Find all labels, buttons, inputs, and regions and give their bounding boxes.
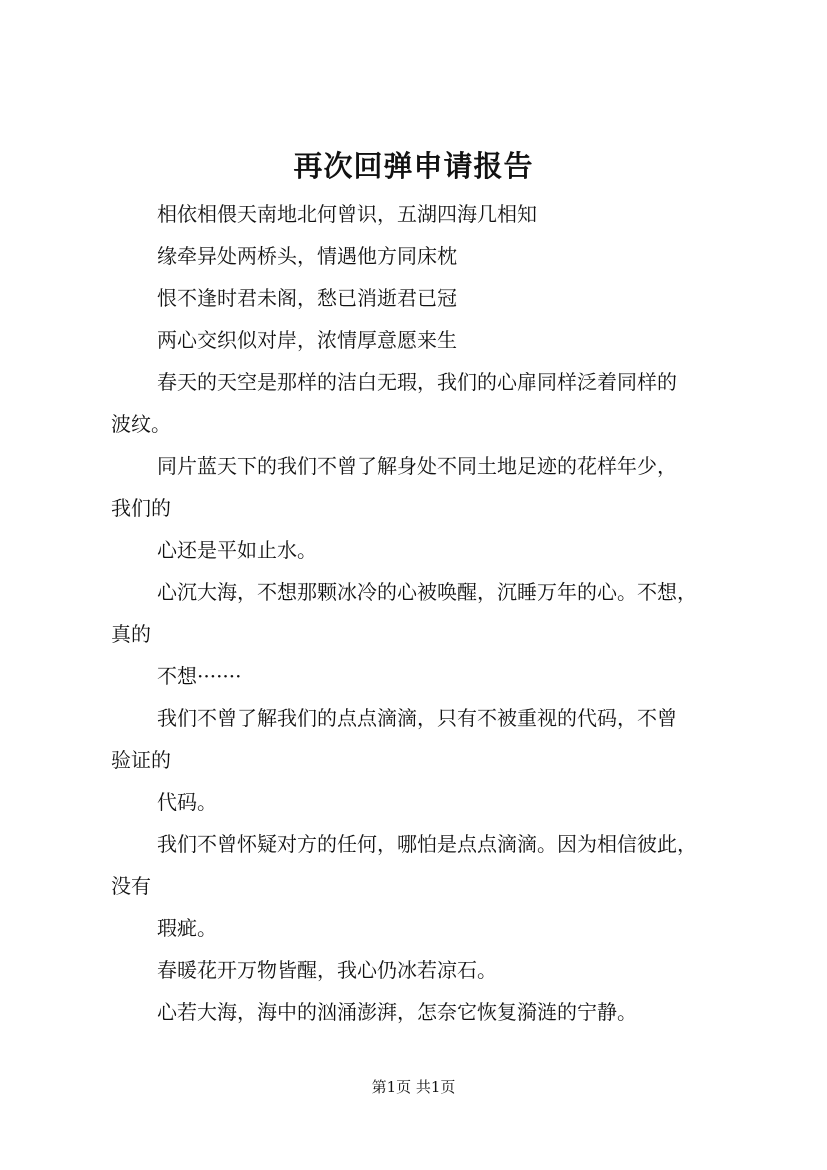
paragraph-8-line-2: 没有 [111,874,151,898]
paragraph-10-line-1: 春暖花开万物皆醒，我心仍冰若凉石。 [157,958,497,982]
paragraph-4-line-2: 真的 [111,622,151,646]
poem-line-4: 两心交织似对岸，浓情厚意愿来生 [157,328,457,352]
paragraph-1-line-1: 春天的天空是那样的洁白无瑕，我们的心扉同样泛着同样的 [157,370,677,394]
page-footer: 第1页 共1页 [371,1078,456,1096]
paragraph-5-line-1: 不想······· [157,664,242,688]
paragraph-1-line-2: 波纹。 [111,412,171,436]
poem-line-1: 相依相偎天南地北何曾识，五湖四海几相知 [157,202,537,226]
document-title: 再次回弹申请报告 [293,149,534,183]
poem-line-2: 缘牵异处两桥头，情遇他方同床枕 [157,244,457,268]
paragraph-6-line-2: 验证的 [111,748,171,772]
paragraph-3-line-1: 心还是平如止水。 [157,538,317,562]
paragraph-9-line-1: 瑕疵。 [157,916,217,940]
paragraph-2-line-1: 同片蓝天下的我们不曾了解身处不同土地足迹的花样年少， [157,454,677,478]
paragraph-6-line-1: 我们不曾了解我们的点点滴滴，只有不被重视的代码，不曾 [157,706,677,730]
paragraph-11-line-1: 心若大海，海中的汹涌澎湃，怎奈它恢复漪涟的宁静。 [157,1000,637,1024]
poem-line-3: 恨不逢时君未阁，愁已消逝君已冠 [157,286,457,310]
paragraph-4-line-1: 心沉大海，不想那颗冰冷的心被唤醒，沉睡万年的心。不想， [157,580,697,604]
paragraph-8-line-1: 我们不曾怀疑对方的任何，哪怕是点点滴滴。因为相信彼此， [157,832,697,856]
paragraph-2-line-2: 我们的 [111,496,171,520]
paragraph-7-line-1: 代码。 [157,790,217,814]
